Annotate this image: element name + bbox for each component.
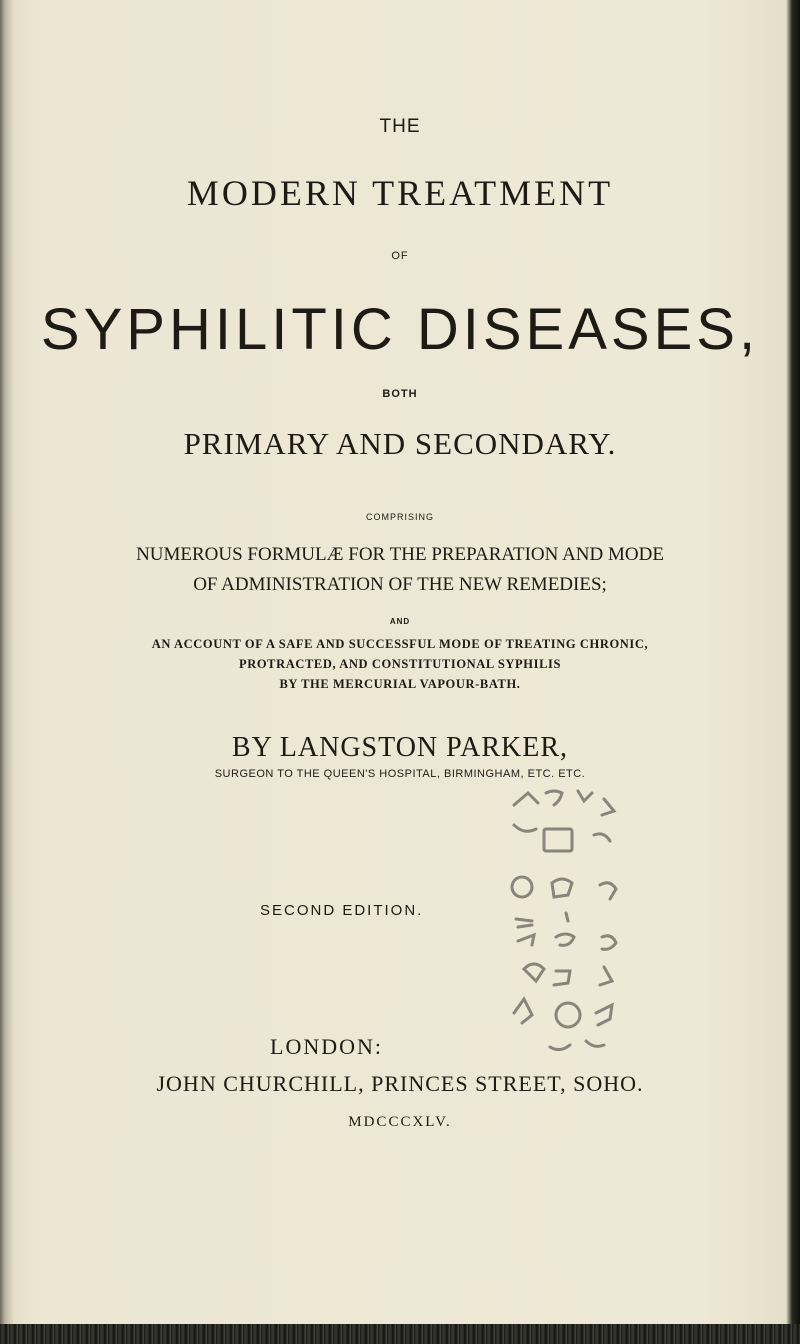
subtitle: PRIMARY AND SECONDARY. bbox=[183, 426, 617, 461]
scan-bottom-strip bbox=[0, 1324, 800, 1344]
title-line-1: MODERN TREATMENT bbox=[186, 173, 614, 213]
publisher-city: LONDON: bbox=[270, 1034, 383, 1059]
publication-year: MDCCCXLV. bbox=[348, 1114, 452, 1130]
description-line-1: NUMEROUS FORMULÆ FOR THE PREPARATION AND MODE bbox=[136, 544, 664, 565]
author-name: BY LANGSTON PARKER, bbox=[231, 732, 569, 763]
edition-label: SECOND EDITION. bbox=[260, 902, 424, 919]
publisher-name: JOHN CHURCHILL, PRINCES STREET, SOHO. bbox=[156, 1071, 644, 1096]
comprising-label: COMPRISING bbox=[365, 512, 434, 522]
title-the: THE bbox=[379, 116, 421, 137]
description-line-2: OF ADMINISTRATION OF THE NEW REMEDIES; bbox=[193, 574, 607, 595]
description-line-5: BY THE MERCURIAL VAPOUR-BATH. bbox=[279, 677, 521, 691]
author-role: SURGEON TO THE QUEEN'S HOSPITAL, BIRMINGHAM, ETC. ETC. bbox=[214, 768, 586, 780]
library-stamp-icon bbox=[506, 785, 624, 1060]
and-label: AND bbox=[389, 617, 411, 626]
description-line-3: AN ACCOUNT OF A SAFE AND SUCCESSFUL MODE OF TREATING CHRONIC, bbox=[151, 637, 649, 651]
title-both: BOTH bbox=[382, 388, 418, 400]
title-of: OF bbox=[391, 250, 409, 262]
description-line-4: PROTRACTED, AND CONSTITUTIONAL SYPHILIS bbox=[238, 657, 562, 671]
title-line-2: SYPHILITIC DISEASES, bbox=[40, 297, 760, 362]
